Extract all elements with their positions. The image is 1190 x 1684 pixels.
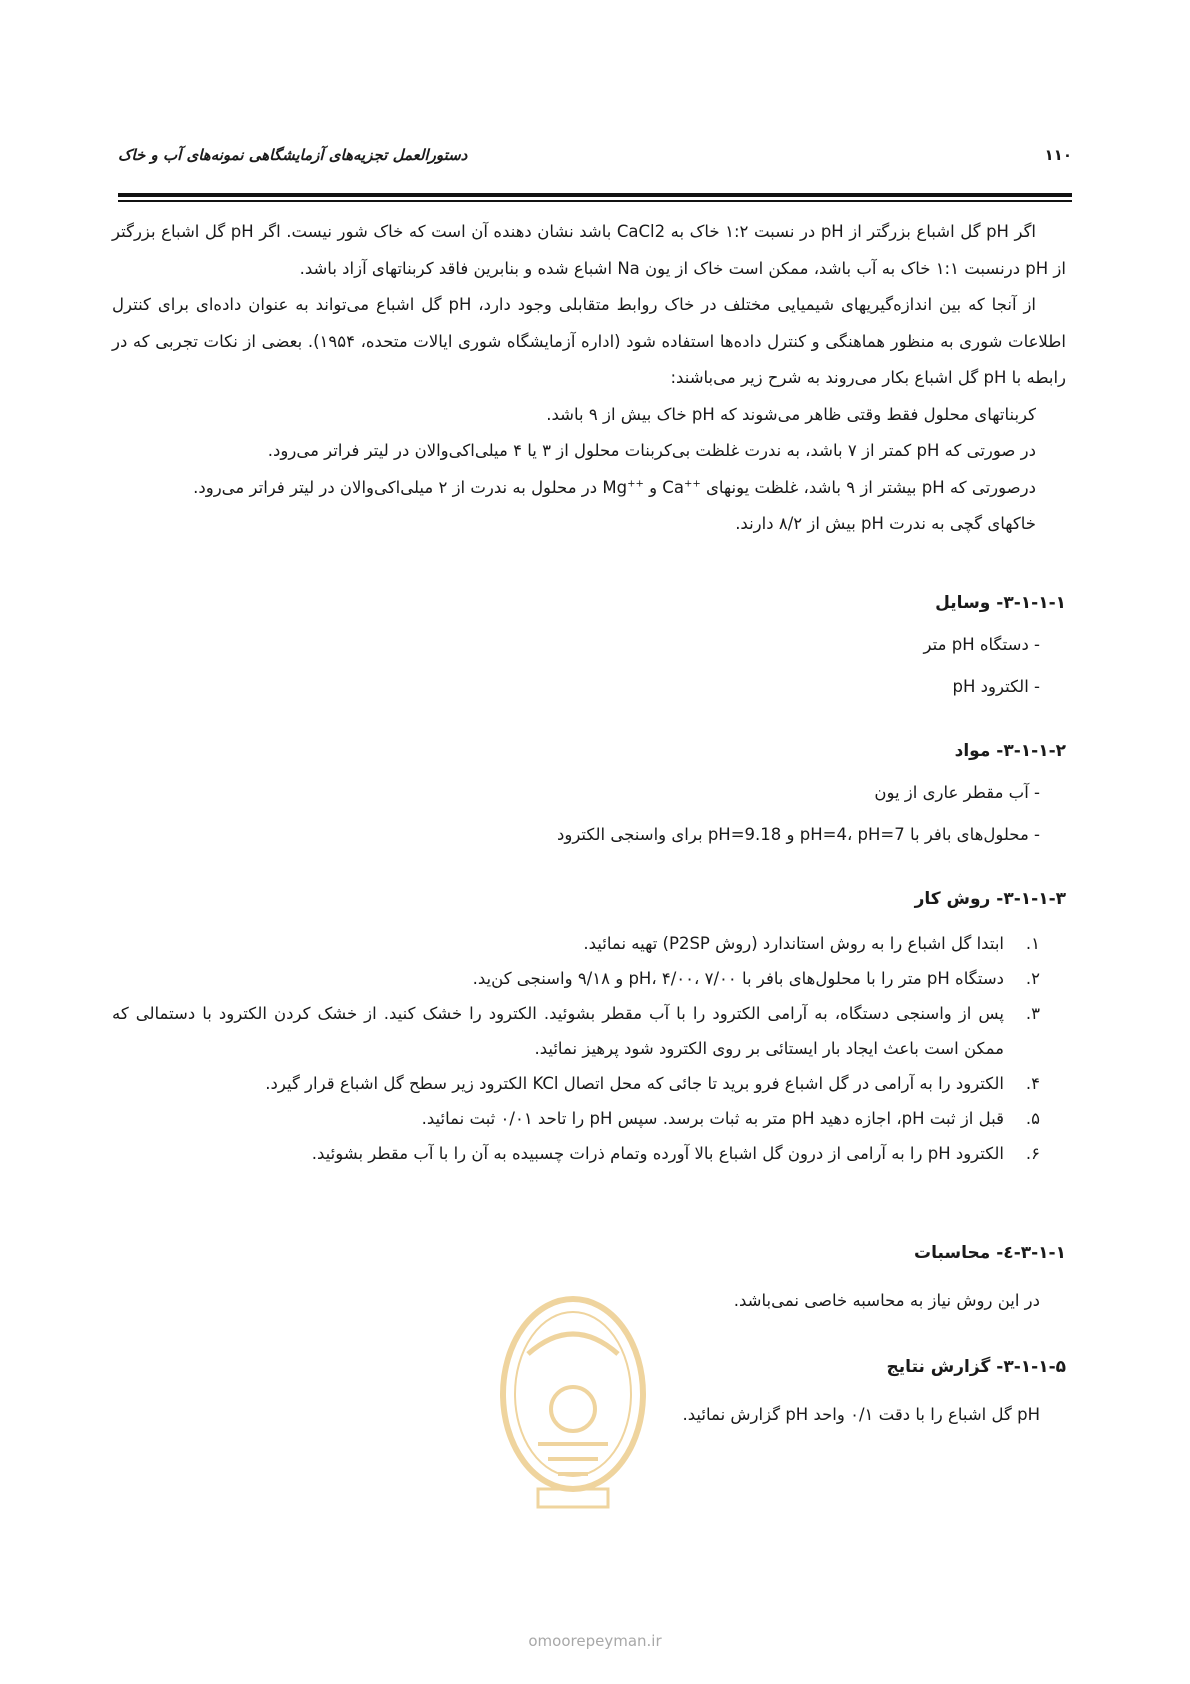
intro-paragraph-2: از آنجا که بین اندازه‌گیریهای شیمیایی مختلف در خاک روابط متقابلی وجود دارد، pH گل اشباع می‌تواند به عنوان داده‌ای برای کنترل اطلاعات شوری به منظور هماهنگی و کنترل داده‌ها استفاده شود (اداره آزمایشگاه شوری ایالات متحده، ۱۹۵۴). بعضی از نکات تجربی که در رابطه با pH گل اشباع بکار می‌روند به شرح زیر می‌باشند: — [112, 295, 1066, 387]
intro-paragraph-1: اگر pH گل اشباع بزرگتر از pH در نسبت ۱:۲ خاک به CaCl2 باشد نشان دهنده آن است که خاک شور نیست. اگر pH گل اشباع بزرگتر از pH درنسبت ۱:۱ خاک به آب باشد، ممکن است خاک از یون Na اشباع شده و بنابرین فاقد کربناتهای آزاد باشد. — [112, 222, 1066, 278]
magnesium-ion: Mg++ — [602, 477, 644, 497]
ion-charge: ++ — [627, 478, 644, 489]
materials-item: - محلول‌های بافر با pH=4، pH=7 و pH=9.18 برای واسنجی الکترود — [557, 825, 1040, 844]
report-text: pH گل اشباع را با دقت ۰/۱ واحد pH گزارش نمائید. — [682, 1405, 1040, 1424]
note-ca-mg-start: درصورتی که pH بیشتر از ۹ باشد، غلظت یونهای — [700, 477, 1036, 497]
procedure-step: ۵. قبل از ثبت pH، اجازه دهید pH متر به ثبات برسد. سپس pH را تاحد ۰/۰۱ ثبت نمائید. — [421, 1109, 1040, 1128]
note-ca-mg: درصورتی که pH بیشتر از ۹ باشد، غلظت یونهای Ca++ و Mg++ در محلول به ندرت از ۲ میلی‌اکی‌والان در لیتر فراتر می‌رود. — [193, 477, 1036, 497]
running-title: دستورالعمل تجزیه‌های آزمایشگاهی نمونه‌های آب و خاک — [118, 146, 468, 164]
page-header — [118, 146, 1072, 176]
heading-equipment: ۳-۱-۱-۱- وسایل — [935, 593, 1066, 613]
calculations-text: در این روش نیاز به محاسبه خاصی نمی‌باشد. — [733, 1291, 1040, 1310]
procedure-step: ۳. پس از واسنجی دستگاه، به آرامی الکترود را با آب مقطر بشوئید. الکترود را خشک کنید. از خشک کردن الکترود با دستمالی که ممکن است باعث ایجاد بار ایستائی بر روی الکترود شود پرهیز نمائید. — [112, 1004, 1040, 1058]
heading-calculations: ۳-۱-۱-٤- محاسبات — [914, 1243, 1066, 1263]
procedure-step: ۴. الکترود را به آرامی در گل اشباع فرو برید تا جائی که محل اتصال KCl الکترود زیر سطح گل اشباع قرار گیرد. — [265, 1074, 1040, 1093]
equipment-item: - الکترود pH — [952, 677, 1040, 696]
section-materials — [112, 736, 1066, 850]
equipment-item: - دستگاه pH متر — [923, 635, 1040, 654]
watermark-seal-icon — [498, 1294, 648, 1524]
heading-report: ۳-۱-۱-۵- گزارش نتایج — [886, 1357, 1066, 1377]
calcium-ion: Ca++ — [662, 477, 701, 497]
materials-item: - آب مقطر عاری از یون — [874, 783, 1040, 802]
ion-charge: ++ — [683, 478, 701, 489]
intro-text — [112, 214, 1066, 543]
section-procedure — [112, 884, 1066, 1171]
procedure-step: ۶. الکترود pH را به آرامی از درون گل اشباع بالا آورده وتمام ذرات چسبیده به آن را با آب مقطر بشوئید. — [311, 1144, 1040, 1163]
note-gypsum: خاکهای گچی به ندرت pH بیش از ۸/۲ دارند. — [735, 514, 1036, 533]
procedure-list — [112, 926, 1066, 1171]
header-rule-thin — [118, 200, 1072, 202]
procedure-step: ۱. ابتدا گل اشباع را به روش استاندارد (روش P2SP) تهیه نمائید. — [583, 934, 1040, 953]
note-bicarbonate: در صورتی که pH کمتر از ۷ باشد، به ندرت غلظت بی‌کربنات محلول از ۳ یا ۴ میلی‌اکی‌والان در لیتر فراتر می‌رود. — [267, 441, 1036, 460]
note-ca-mg-end: در محلول به ندرت از ۲ میلی‌اکی‌والان در لیتر فراتر می‌رود. — [193, 477, 603, 497]
watermark-site: omoorepeyman.ir — [528, 1632, 662, 1650]
page-number: ۱۱۰ — [1044, 146, 1072, 164]
header-rule-thick — [118, 193, 1072, 197]
procedure-step: ۲. دستگاه pH متر را با محلول‌های بافر با pH، ۴/۰۰، ۷/۰۰ و ۹/۱۸ واسنجی کن‌ید. — [472, 969, 1040, 988]
section-equipment — [112, 588, 1066, 702]
heading-materials: ۳-۱-۱-۲- مواد — [954, 741, 1066, 761]
note-carbonates: کربناتهای محلول فقط وقتی ظاهر می‌شوند که pH خاک بیش از ۹ باشد. — [546, 404, 1036, 424]
heading-procedure: ۳-۱-۱-۳- روش کار — [914, 889, 1066, 909]
